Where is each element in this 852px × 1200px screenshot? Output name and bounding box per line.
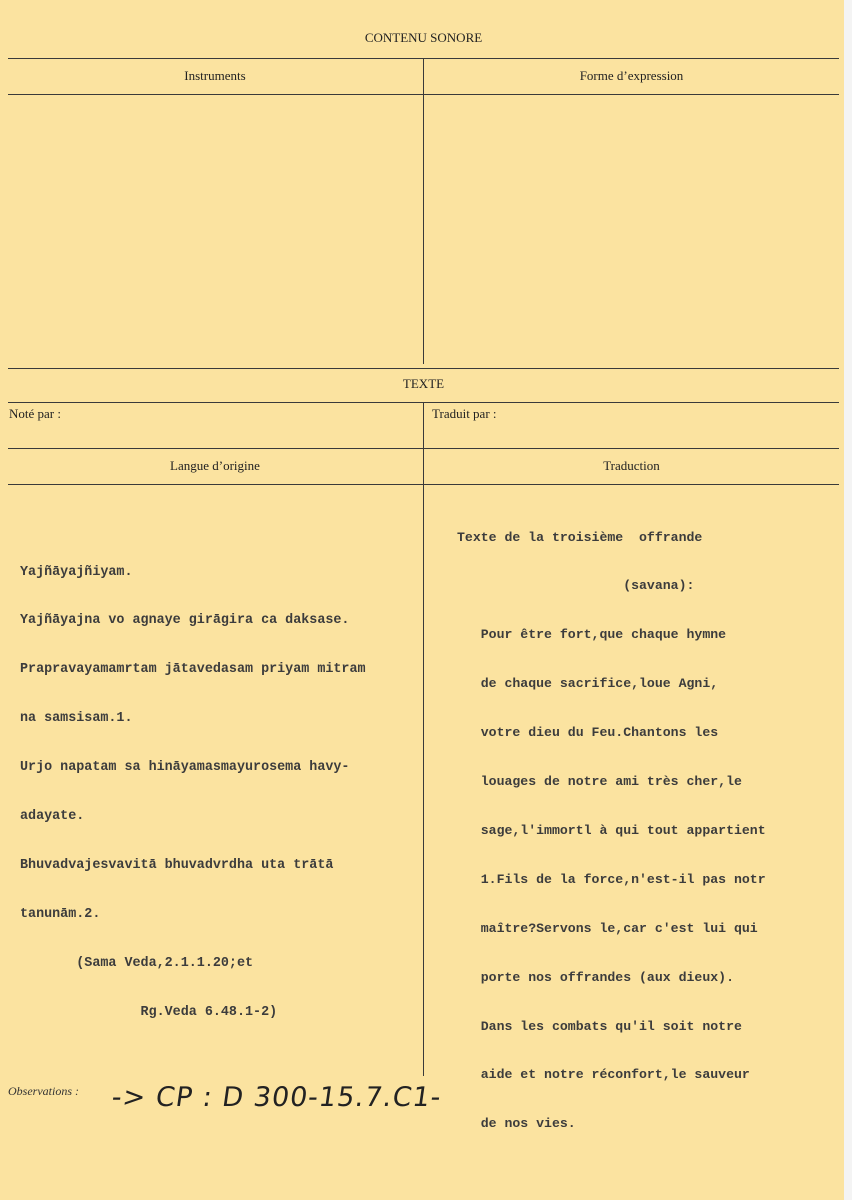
translation-line: Dans les combats qu'il soit notre bbox=[457, 1018, 742, 1034]
translation-line: votre dieu du Feu.Chantons les bbox=[457, 725, 719, 741]
original-text-line: na samsisam.1. bbox=[20, 711, 133, 727]
translation-line: louages de notre ami très cher,le bbox=[457, 774, 742, 790]
original-text-line: Bhuvadvajesvavitā bhuvadvrdha uta trātā bbox=[20, 857, 334, 873]
translation-line: Texte de la troisième offrande bbox=[457, 529, 703, 545]
original-text-line: tanunām.2. bbox=[20, 906, 101, 922]
column-header-instruments: Instruments bbox=[184, 68, 246, 83]
original-text-line: adayate. bbox=[20, 809, 85, 825]
column-header-langue-origine: Langue d’origine bbox=[170, 458, 260, 473]
original-text-line: Prapravayamamrtam jātavedasam priyam mitram bbox=[20, 662, 366, 678]
translation-line: Pour être fort,que chaque hymne bbox=[457, 627, 727, 643]
translation-line: aide et notre réconfort,le sauveur bbox=[457, 1067, 750, 1083]
original-text-line: Yajñāyajna vo agnaye girāgira ca daksase. bbox=[20, 613, 350, 629]
section-title-texte: TEXTE bbox=[402, 376, 445, 391]
translation-line: maître?Servons le,car c'est lui qui bbox=[457, 920, 758, 936]
original-text-line: Urjo napatam sa hināyamasmayurosema havy- bbox=[20, 760, 350, 776]
translation-line: sage,l'immortl à qui tout appartient bbox=[457, 822, 766, 838]
translation-text-block bbox=[457, 497, 766, 1165]
traduit-par-label: Traduit par : bbox=[432, 406, 497, 421]
divider bbox=[8, 368, 839, 369]
translation-line: (savana): bbox=[457, 578, 695, 594]
column-divider bbox=[423, 58, 424, 364]
section-title-contenu-sonore: CONTENU SONORE bbox=[364, 30, 483, 45]
original-text-line: (Sama Veda,2.1.1.20;et bbox=[20, 955, 254, 971]
column-divider bbox=[423, 402, 424, 448]
column-header-traduction: Traduction bbox=[603, 458, 660, 473]
translation-line: de nos vies. bbox=[457, 1116, 576, 1132]
original-text-block bbox=[20, 532, 366, 1054]
note-par-label: Noté par : bbox=[9, 406, 61, 421]
column-header-forme-expression: Forme d’expression bbox=[579, 68, 684, 83]
original-text-line: Yajñāyajñiyam. bbox=[20, 564, 133, 580]
original-text-line: Rg.Veda 6.48.1-2) bbox=[20, 1004, 278, 1020]
scan-edge bbox=[844, 0, 852, 1200]
translation-line: de chaque sacrifice,loue Agni, bbox=[457, 676, 719, 692]
column-divider bbox=[423, 448, 424, 1076]
observations-label: Observations : bbox=[8, 1084, 79, 1098]
translation-line: 1.Fils de la force,n'est-il pas notr bbox=[457, 871, 766, 887]
observation-handwritten-note: -> CP : D 300-15.7.C1- bbox=[109, 1082, 444, 1113]
translation-line: porte nos offrandes (aux dieux). bbox=[457, 969, 734, 985]
